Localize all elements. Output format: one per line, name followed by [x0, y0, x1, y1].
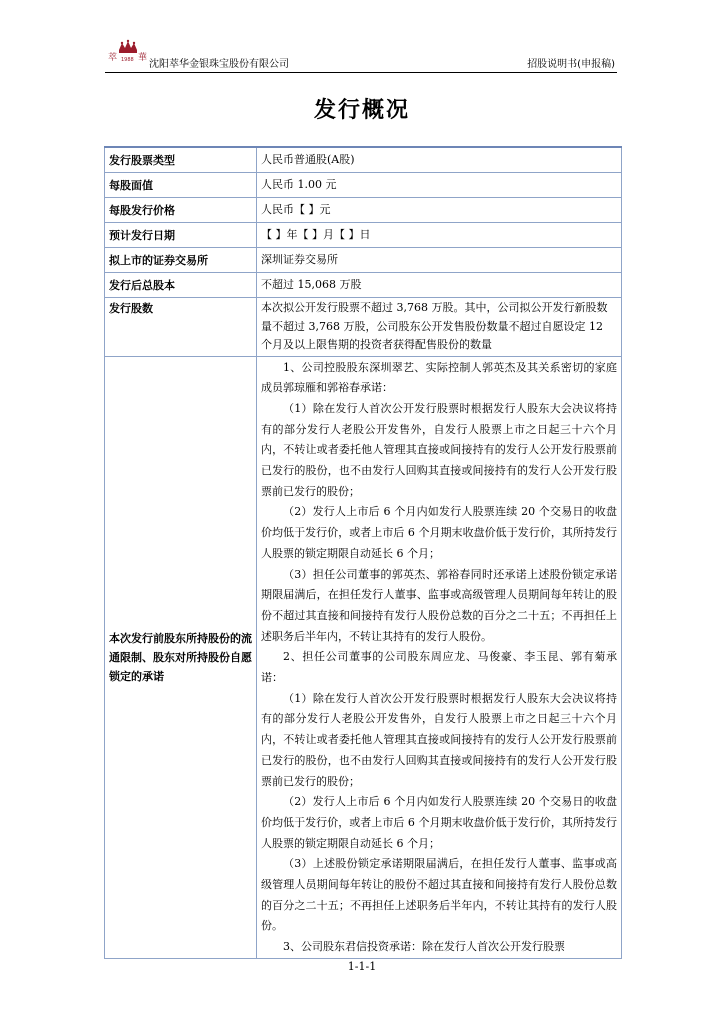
row-value: 人民币普通股(A股)	[257, 147, 622, 173]
row-label: 发行股数	[105, 298, 257, 357]
company-name: 沈阳萃华金银珠宝股份有限公司	[149, 59, 289, 70]
row-value: 【 】年【 】月【 】日	[257, 223, 622, 248]
document-type: 招股说明书(申报稿)	[527, 59, 615, 70]
table-row	[105, 223, 622, 248]
row-value: 本次拟公开发行股票不超过 3,768 万股。其中，公司拟公开发行新股数量不超过 3,768 万股，公司股东公开发售股份数量不超过自愿设定 12 个月及以上限售期的投资者获得配售股份的数量	[257, 298, 622, 357]
lockup-paragraph: （3）担任公司董事的郭英杰、郭裕春同时还承诺上述股份锁定承诺期限届满后，在担任发行人董事、监事或高级管理人员期间每年转让的股份不超过其直接和间接持有发行人股份总数的百分之二十五；不再担任上述职务后半年内，不转让其持有的发行人股份。	[261, 567, 617, 643]
table-row-lockup	[105, 356, 622, 958]
lockup-paragraph: 3、公司股东君信投资承诺：除在发行人首次公开发行股票	[283, 940, 565, 954]
logo-text: 1988	[121, 57, 134, 63]
lockup-paragraph: 2、担任公司董事的公司股东周应龙、马俊豪、李玉昆、郭有菊承诺：	[261, 650, 617, 685]
row-value: 人民币 1.00 元	[257, 173, 622, 198]
row-label: 每股面值	[105, 173, 257, 198]
offering-overview-table	[104, 146, 622, 959]
page-number: 1-1-1	[347, 960, 377, 973]
lockup-paragraph: （3）上述股份锁定承诺期限届满后，在担任发行人董事、监事或高级管理人员期间每年转让的股份不超过其直接和间接持有发行人股份总数的百分之二十五；不再担任上述职务后半年内，不转让其持有的发行人股份。	[261, 857, 617, 933]
lockup-label: 本次发行前股东所持股份的流通限制、股东对所持股份自愿锁定的承诺	[105, 356, 257, 958]
row-label: 预计发行日期	[105, 223, 257, 248]
row-label: 发行股票类型	[105, 147, 257, 173]
lockup-paragraph: （2）发行人上市后 6 个月内如发行人股票连续 20 个交易日的收盘价均低于发行价，或者上市后 6 个月期末收盘价低于发行价，其所持发行人股票的锁定期限自动延长 6 个月；	[261, 505, 617, 560]
row-value: 人民币【 】元	[257, 198, 622, 223]
lockup-paragraph: （1）除在发行人首次公开发行股票时根据发行人股东大会决议将持有的部分发行人老股公开发售外，自发行人股票上市之日起三十六个月内，不转让或者委托他人管理其直接或间接持有的发行人公开发行股票前已发行的股份，也不由发行人回购其直接或间接持有的发行人公开发行股票前已发行的股份；	[261, 401, 617, 498]
row-label: 发行后总股本	[105, 273, 257, 298]
svg-text:華: 華	[138, 53, 148, 63]
table-row	[105, 298, 622, 357]
table-row	[105, 198, 622, 223]
row-label: 拟上市的证券交易所	[105, 248, 257, 273]
svg-text:萃: 萃	[108, 53, 118, 63]
row-value: 深圳证券交易所	[257, 248, 622, 273]
lockup-paragraph: 1、公司控股股东深圳翠艺、实际控制人郭英杰及其关系密切的家庭成员郭琼雁和郭裕春承诺：	[261, 360, 617, 395]
lockup-paragraph: （1）除在发行人首次公开发行股票时根据发行人股东大会决议将持有的部分发行人老股公开发售外，自发行人股票上市之日起三十六个月内，不转让或者委托他人管理其直接或间接持有的发行人公开发行股票前已发行的股份，也不由发行人回购其直接或间接持有的发行人公开发行股票前已发行的股份；	[261, 691, 617, 788]
table-row	[105, 273, 622, 298]
lockup-paragraph: （2）发行人上市后 6 个月内如发行人股票连续 20 个交易日的收盘价均低于发行价，或者上市后 6 个月期末收盘价低于发行价，其所持发行人股票的锁定期限自动延长 6 个月；	[261, 795, 617, 850]
lockup-commitments	[257, 356, 622, 958]
page-header	[105, 38, 617, 73]
row-label: 每股发行价格	[105, 198, 257, 223]
page-title: 发行概况	[313, 98, 410, 123]
table-row	[105, 147, 622, 173]
table-row	[105, 248, 622, 273]
table-row	[105, 173, 622, 198]
company-logo-icon	[105, 38, 151, 68]
row-value: 不超过 15,068 万股	[257, 273, 622, 298]
